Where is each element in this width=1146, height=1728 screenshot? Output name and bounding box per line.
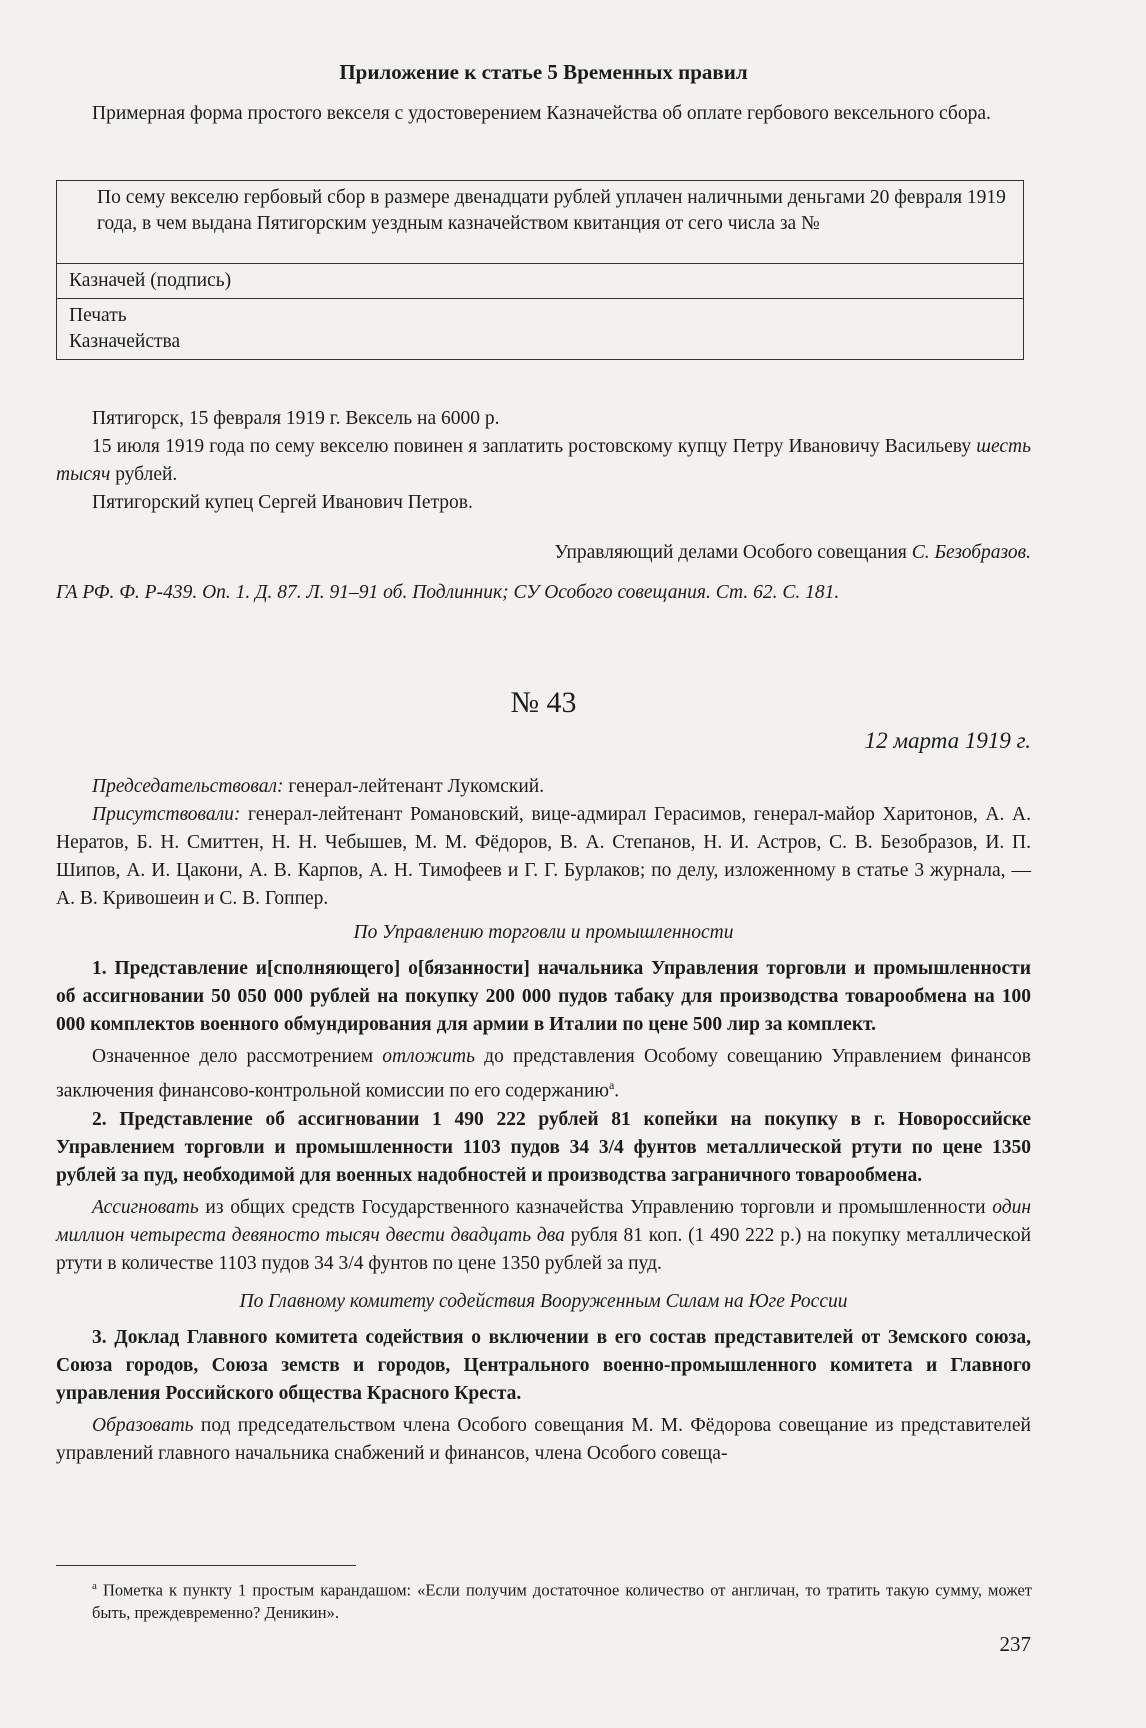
item-3-title: 3. Доклад Главного комитета содействия о включении в его состав представителей от Земского союза, Союза городов, Союза земств и городов, Центрального военно-промышленного комитета и Главного управления Российского общества Красного Креста.	[56, 1326, 1031, 1404]
appendix-title: Приложение к статье 5 Временных правил	[339, 60, 748, 84]
section-heading-trade: По Управлению торговли и промышленности	[353, 922, 734, 943]
stamp-fee-text: По сему векселю гербовый сбор в размере двенадцати рублей уплачен наличными деньгами 20 февраля 1919 года, в чем выдана Пятигорским уездным казначейством квитанция от сего числа за №	[57, 181, 1024, 264]
doc-date: 12 марта 1919 г.	[864, 728, 1031, 753]
section-heading-committee: По Главному комитету содействия Вооруженным Силам на Юге России	[239, 1290, 848, 1312]
seal-label: Печать	[69, 305, 127, 326]
stamp-treasurer: Казначей (подпись)	[57, 264, 1024, 299]
doc-number: № 43	[510, 686, 577, 719]
footnote-a: $^а$ Пометка к пункту 1 простым карандашом: «Если получим достаточное количество от англичан, то тратить такую сумму, может быть, преждевременно? Деникин».	[92, 1580, 1033, 1622]
bill-place-date: Пятигорск, 15 февраля 1919 г. Вексель на 6000 р.	[92, 408, 500, 429]
item-1-title: 1. Представление и[сполняющего] о[бязанности] начальника Управления торговли и промышленности об ассигновании 50 050 000 рублей на покупку 200 000 пудов табаку для производства товарообмена на 100 000 комплектов военного обмундирования для армии в Италии по цене 500 лир за комплект.	[56, 958, 1031, 1035]
item-1-decision: Означенное дело рассмотрением отложить до представления Особому совещанию Управлением финансов заключения финансово-контрольной комиссии по его содержанию$^а$.	[56, 1046, 1031, 1102]
appendix-intro: Примерная форма простого векселя с удостоверением Казначейства об оплате гербового вексельного сбора.	[92, 103, 991, 124]
bill-text	[56, 405, 1031, 607]
attendees: Присутствовали: генерал-лейтенант Романовский, вице-адмирал Герасимов, генерал-майор Харитонов, А. А. Нератов, Б. Н. Смиттен, Н. Н. Чебышев, М. М. Фёдоров, В. А. Степанов, Н. И. Астров, С. В. Безобразов, И. П. Шипов, А. И. Цакони, А. В. Карпов, А. Н. Тимофеев и Г. Г. Бурлаков; по делу, изложенному в статье 3 журнала, — А. В. Кривошеин и С. В. Гоппер.	[56, 804, 1031, 909]
archive-reference: ГА РФ. Ф. Р-439. Оп. 1. Д. 87. Л. 91–91 об. Подлинник; СУ Особого совещания. Ст. 62. С. 181.	[56, 582, 840, 603]
meeting-body	[56, 773, 1031, 1468]
stamp-seal	[57, 299, 1024, 360]
bill-obligation: 15 июля 1919 года по сему векселю повинен я заплатить ростовскому купцу Петру Ивановичу Васильеву шесть тысяч рублей.	[56, 436, 1032, 485]
manager-signature: Управляющий делами Особого совещания С. Безобразов.	[554, 542, 1031, 563]
bill-signature: Пятигорский купец Сергей Иванович Петров.	[92, 492, 473, 513]
footnote-ref-a: а	[608, 1078, 615, 1092]
item-2-decision: Ассигновать из общих средств Государственного казначейства Управлению торговли и промышленности один миллион четыреста девяносто тысяч двести двадцать два рубля 81 коп. (1 490 222 р.) на покупку металлической ртути в количестве 1103 пудов 34 3/4 фунтов по цене 1350 рублей за пуд.	[56, 1196, 1032, 1274]
treasury-stamp-box	[56, 180, 1031, 360]
bill-amount-words: шесть тысяч	[56, 436, 1032, 485]
footnote-divider	[56, 1565, 356, 1566]
item-3-decision: Образовать под председательством члена Особого совещания М. М. Фёдорова совещание из представителей управлений главного начальника снабжений и финансов, члена Особого совеща-	[56, 1414, 1031, 1464]
page-number: 237	[999, 1632, 1031, 1656]
item-2-title: 2. Представление об ассигновании 1 490 222 рублей 81 копейки на покупку в г. Новороссийске Управлением торговли и промышленности 1103 пудов 34 3/4 фунтов металлической ртути по цене 1350 рублей за пуд, необходимой для военных надобностей и производства заграничного товарообмена.	[56, 1108, 1031, 1186]
chaired-by: Председательствовал: генерал-лейтенант Лукомский.	[92, 776, 545, 797]
seal-label-2: Казначейства	[69, 331, 181, 352]
